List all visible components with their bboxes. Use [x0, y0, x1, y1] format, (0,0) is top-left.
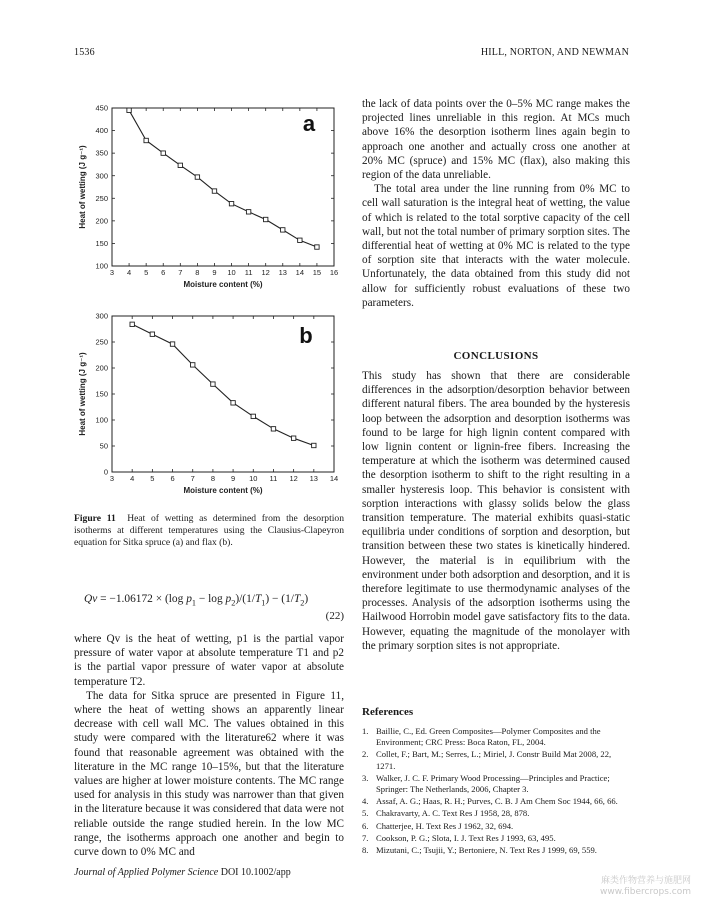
data-point: [231, 401, 235, 405]
reference-item: [362, 833, 630, 844]
y-tick-label: 250: [95, 337, 108, 347]
reference-item: [362, 845, 630, 856]
x-tick-label: 6: [161, 268, 166, 277]
figure-caption-label: Figure 11: [74, 513, 116, 524]
data-point: [298, 238, 302, 242]
x-tick-label: 10: [227, 268, 236, 277]
reference-number: 8.: [362, 845, 369, 856]
data-point: [246, 210, 250, 214]
reference-number: 2.: [362, 749, 369, 760]
x-tick-label: 13: [278, 268, 287, 277]
journal-doi: DOI 10.1002/app: [220, 867, 291, 878]
x-tick-label: 3: [109, 474, 115, 483]
conclusions-paragraph: This study has shown that there are considerable differences in the adsorption/desorption behavior between different natural fibers. The area bounded by the hysteresis loop between the adsorption and desorption isotherms was found to be large for high lignin content compared with low lignin content or lignin-free fibers. Increasing the temperature at which the isotherm was determined caused the desorption isotherm to shift to the right resulting in a smaller hysteresis loop. This behavior is consistent with sorption interactions with glassy solids below the glass transition temperature. The material exhibits quasi-static equilibria under conditions of sorption and desorption, but transition between these two states is kinetically hindered. However, the material is in equilibrium with the environment under both adsorption and desorption, and it is therefore legitimate to use thermodynamic analyses of the processes. Analysis of the adsorption isotherms using the Hailwood Horrobin model gave satisfactory fits to the data. However, equating the magnitude of the monolayer with the primary sorption sites is not appropriate.: [362, 370, 630, 652]
reference-number: 5.: [362, 808, 369, 819]
x-tick-label: 6: [170, 474, 175, 483]
watermark-line-1: 麻类作物营养与施肥网: [600, 876, 691, 886]
y-tick-label: 400: [95, 126, 108, 136]
data-point: [170, 342, 174, 346]
data-point: [178, 163, 182, 167]
x-tick-label: 10: [249, 474, 258, 483]
y-tick-label: 50: [99, 441, 108, 451]
y-tick-label: 250: [95, 193, 108, 203]
journal-name: Journal of Applied Polymer Science: [74, 867, 219, 878]
references-heading: References: [362, 706, 414, 718]
reference-item: [362, 773, 630, 795]
reference-number: 1.: [362, 726, 369, 736]
reference-text: Chakravarty, A. C. Text Res J 1958, 28, 878.: [376, 808, 530, 819]
reference-text: Cookson, P. G.; Slota, I. J. Text Res J 1993, 63, 495.: [376, 832, 556, 843]
x-tick-label: 14: [295, 268, 305, 277]
reference-item: [362, 808, 630, 819]
data-point: [127, 108, 131, 112]
data-point: [315, 245, 319, 249]
x-axis-label: Moisture content (%): [183, 280, 263, 289]
y-tick-label: 300: [95, 311, 108, 321]
y-tick-label: 100: [95, 415, 108, 425]
reference-text: Baillie, C., Ed. Green Composites—Polymer Composites and the Environment; CRC Press: Boca Raton, FL, 2004.: [376, 726, 601, 748]
x-tick-label: 7: [190, 474, 195, 483]
reference-item: [362, 821, 630, 832]
x-tick-label: 8: [210, 474, 215, 483]
conclusions-heading: CONCLUSIONS: [453, 350, 539, 362]
reference-text: Collet, F.; Bart, M.; Serres, L.; Miriel, J. Constr Build Mat 2008, 22, 1271.: [376, 749, 612, 771]
running-head: HILL, NORTON, AND NEWMAN: [480, 47, 629, 58]
x-tick-label: 3: [109, 268, 115, 277]
x-axis-label: Moisture content (%): [183, 486, 263, 495]
y-tick-label: 200: [95, 363, 108, 373]
x-tick-label: 9: [231, 474, 236, 483]
right-paragraph-2: The total area under the line running from 0% MC to cell wall saturation is the integral heat of wetting, the value of which is related to the total sorptive capacity of the cell wall, but not the total number of primary sorption sites. The differential heat of wetting at 0% MC is related to the type of sorption site that interacts with the water molecule. Unfortunately, the data obtained from this study did not allow for sufficiently robust evaluations of these two parameters.: [362, 183, 630, 309]
series-line: [129, 110, 317, 247]
reference-number: 4.: [362, 796, 369, 807]
left-column-text: [74, 632, 344, 859]
x-tick-label: 16: [329, 268, 339, 277]
x-tick-label: 5: [150, 474, 155, 483]
data-point: [291, 436, 295, 440]
y-tick-label: 200: [95, 216, 108, 226]
reference-item: [362, 749, 630, 771]
equation-number: (22): [325, 610, 344, 622]
y-tick-label: 150: [95, 239, 108, 249]
x-tick-label: 5: [144, 268, 149, 277]
conclusions-text: [362, 369, 630, 653]
page-number: 1536: [74, 47, 95, 58]
x-tick-label: 13: [309, 474, 318, 483]
x-tick-label: 15: [312, 268, 322, 277]
references-list: [362, 726, 630, 857]
figure-panel-b: [60, 306, 345, 506]
reference-text: Chatterjee, H. Text Res J 1962, 32, 694.: [376, 820, 514, 831]
data-point: [195, 175, 199, 179]
x-tick-label: 12: [261, 268, 270, 277]
left-paragraph-2: The data for Sitka spruce are presented in Figure 11, where the heat of wetting shows an apparently linear decrease with cell wall MC. The values obtained in this study were compared with the literature62 where it was found that reasonable agreement was obtained with the literature in the MC range 10–15%, but that the literature values are higher at lower moisture contents. The MC range used for analysis in this study was narrower than that given in the literature because it was considered that data were not reliable outside the range studied herein. In the low MC range, the isotherms approach one another and begin to curve down to 0% MC and: [74, 689, 344, 859]
data-point: [263, 217, 267, 221]
x-tick-label: 12: [289, 474, 298, 483]
figure-caption-text: Heat of wetting as determined from the desorption isotherms at different temperatures using the Clausius-Clapeyron equation for Sitka spruce (a) and flax (b).: [74, 513, 345, 549]
reference-text: Assaf, A. G.; Haas, R. H.; Purves, C. B. J Am Chem Soc 1944, 66, 66.: [376, 796, 618, 807]
data-point: [191, 363, 195, 367]
figure-panel-a: [60, 98, 345, 298]
right-paragraph-1: the lack of data points over the 0–5% MC range makes the projected lines unreliable in this region. At MCs much above 16% the desorption isotherm lines again begin to approach one another and actually cross one another at 20% MC (spruce) and 15% MC (flax), also making this region of the data unreliable.: [362, 98, 630, 182]
x-tick-label: 14: [329, 474, 339, 483]
x-tick-label: 4: [130, 474, 135, 483]
page-footer: [74, 867, 291, 878]
y-tick-label: 0: [103, 467, 108, 477]
reference-number: 7.: [362, 832, 369, 843]
figure-caption: [74, 513, 344, 550]
reference-text: Walker, J. C. F. Primary Wood Processing—Principles and Practice; Springer: The Netherlands, 2006, Chapter 3.: [376, 772, 610, 795]
x-tick-label: 7: [178, 268, 183, 277]
reference-number: 3.: [362, 772, 369, 783]
y-tick-label: 300: [95, 171, 108, 181]
watermark-line-2: www.fibercrops.com: [600, 887, 691, 897]
data-point: [211, 382, 215, 386]
right-column-text: [362, 97, 630, 310]
data-point: [229, 202, 233, 206]
panel-label: a: [302, 111, 316, 136]
reference-number: 6.: [362, 820, 369, 831]
reference-text: Mizutani, C.; Tsujii, Y.; Bertoniere, N. Text Res J 1999, 69, 559.: [376, 845, 597, 856]
y-tick-label: 100: [95, 261, 108, 271]
chart-b: [60, 306, 345, 506]
data-point: [161, 151, 165, 155]
x-tick-label: 11: [244, 268, 253, 277]
y-axis-label: Heat of wetting (J g⁻¹): [78, 352, 87, 436]
chart-a: [60, 98, 345, 298]
data-point: [251, 414, 255, 418]
panel-label: b: [299, 323, 313, 348]
x-tick-label: 8: [195, 268, 200, 277]
y-tick-label: 450: [95, 103, 108, 113]
data-point: [150, 332, 154, 336]
data-point: [271, 427, 275, 431]
y-tick-label: 150: [95, 389, 108, 399]
x-tick-label: 9: [212, 268, 217, 277]
reference-item: [362, 796, 630, 807]
y-tick-label: 350: [95, 148, 108, 158]
x-tick-label: 4: [126, 268, 132, 277]
data-point: [144, 138, 148, 142]
reference-item: [362, 726, 630, 748]
data-point: [130, 322, 134, 326]
series-line: [132, 324, 314, 445]
data-point: [281, 228, 285, 232]
y-axis-label: Heat of wetting (J g⁻¹): [78, 145, 87, 229]
data-point: [212, 189, 216, 193]
left-paragraph-1: where Qv is the heat of wetting, p1 is the partial vapor pressure of water vapor at absolute temperature T1 and p2 is the partial vapor pressure of water vapor at absolute temperature T2.: [74, 633, 344, 688]
data-point: [312, 443, 316, 447]
equation-22: Qv = −1.06172 × (log $p_1 - \log p_2)/(1/T_1) - (1/T_2)$ (22): [84, 593, 344, 622]
x-tick-label: 11: [269, 474, 278, 483]
watermark: [600, 876, 691, 898]
